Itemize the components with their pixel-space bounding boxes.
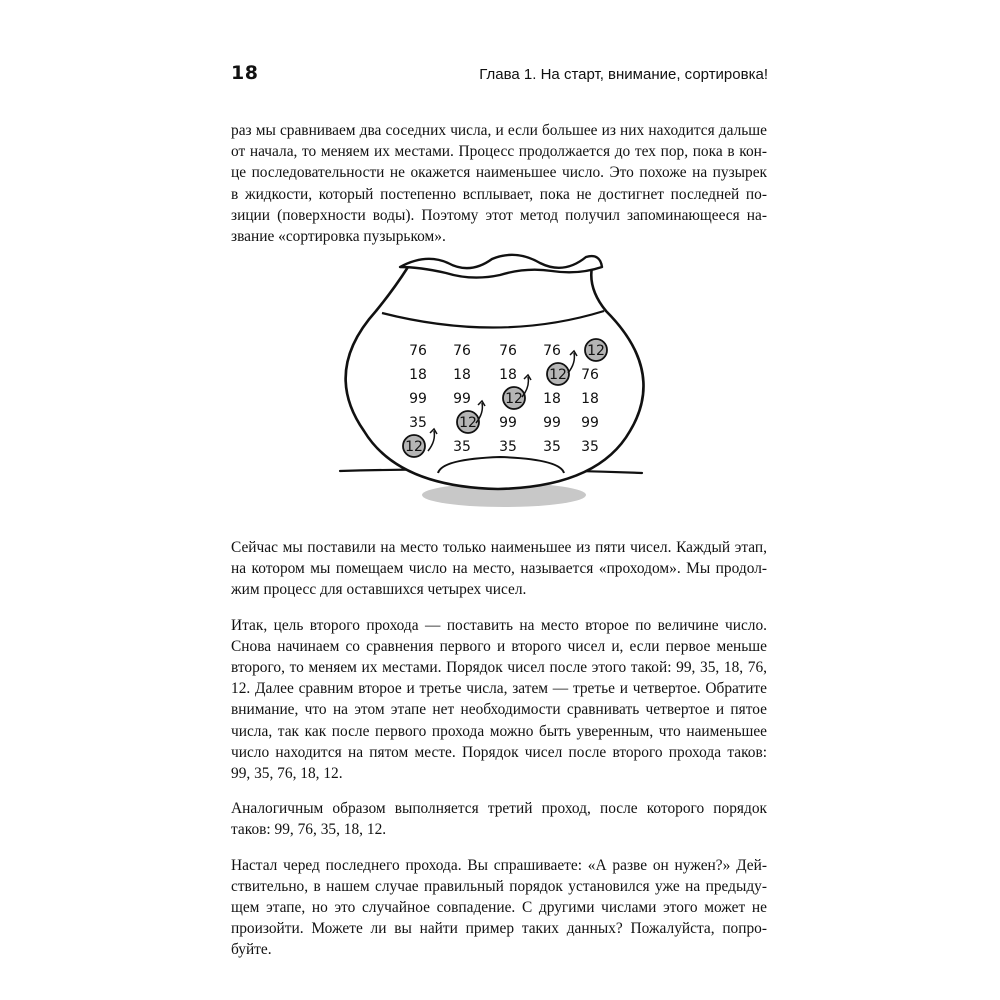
bowl-number: 35: [409, 415, 427, 431]
bowl-number: 99: [581, 415, 599, 431]
text-line: Итак, цель второго прохода — поставить на место второе по величине число.: [231, 616, 767, 634]
text-line: на котором мы помещаем число на место, называется «проходом». Мы продол-: [231, 560, 767, 578]
bowl-number: 99: [499, 415, 517, 431]
text-line: Аналогичным образом выполняется третий проход, после которого порядок: [231, 800, 767, 818]
bowl-number: 18: [499, 367, 517, 383]
text-line: Сейчас мы поставили на место только наименьшее из пяти чисел. Каждый этап,: [231, 539, 767, 556]
bowl-number: 99: [453, 391, 471, 407]
text-line: таков: 99, 76, 35, 18, 12.: [231, 821, 387, 839]
text-line: Настал черед последнего прохода. Вы спрашиваете: «А разве он нужен?» Дей-: [231, 856, 767, 874]
text-line: второго, то меняем их местами. Порядок чисел после этого такой: 99, 35, 18, 76,: [231, 659, 767, 677]
text-line: 12. Далее сравним второе и третье числа, затем — третье и четвертое. Обратите: [231, 680, 767, 698]
text-line: буйте.: [231, 941, 272, 959]
text-line: произойти. Можете ли вы найти пример таких данных? Пожалуйста, попро-: [231, 920, 767, 938]
bowl-number: 99: [409, 391, 427, 407]
paragraph: [231, 615, 767, 785]
bowl-number: 35: [499, 439, 517, 455]
bowl-number: 12: [505, 391, 523, 407]
text-line: щем этапе, но это случайное совпадение. С другими числами этого может не: [231, 899, 767, 917]
bowl-number: 12: [459, 415, 477, 431]
bowl-number: 12: [405, 439, 423, 455]
body-text: [231, 537, 767, 975]
paragraph: [231, 855, 767, 961]
text-line: раз мы сравниваем два соседних числа, и если большее из них находится дальше: [231, 122, 767, 139]
text-line: 99, 35, 76, 18, 12.: [231, 765, 343, 783]
paragraph-intro: [231, 120, 767, 261]
bowl-number: 18: [453, 367, 471, 383]
text-line: зиции (поверхности воды). Поэтому этот метод получил запоминающееся на-: [231, 206, 767, 224]
text-line: це последовательности не окажется наименьшее число. Это похоже на пузырек: [231, 164, 767, 182]
text-line: число находится на пятом месте. Порядок чисел после второго прохода таков:: [231, 743, 767, 761]
fishbowl-illustration: [330, 245, 650, 515]
paragraph: [231, 798, 767, 840]
paragraph: [231, 120, 767, 247]
bowl-number: 76: [409, 343, 427, 359]
bowl-number: 12: [587, 343, 605, 359]
bowl-number: 76: [499, 343, 517, 359]
text-line: внимание, что на этом этапе нет необходимости сравнивать четвертое и пятое: [231, 701, 767, 719]
text-line: Снова начинаем со сравнения первого и второго чисел и, если первое меньше: [231, 637, 767, 655]
bowl-number: 35: [453, 439, 471, 455]
text-line: в жидкости, который постепенно всплывает, пока не достигнет последней по-: [231, 185, 767, 203]
bowl-number: 18: [581, 391, 599, 407]
bowl-number: 76: [543, 343, 561, 359]
bowl-number: 12: [549, 367, 567, 383]
text-line: звание «сортировка пузырьком».: [231, 228, 446, 246]
bowl-number: 35: [543, 439, 561, 455]
text-line: жим процесс для оставшихся четырех чисел.: [231, 581, 527, 599]
bowl-number: 18: [543, 391, 561, 407]
bowl-number: 18: [409, 367, 427, 383]
bowl-number: 76: [453, 343, 471, 359]
page-number: 18: [231, 62, 259, 84]
running-head: Глава 1. На старт, внимание, сортировка!: [479, 66, 768, 83]
paragraph: [231, 537, 767, 601]
bowl-number: 76: [581, 367, 599, 383]
text-line: от начала, то меняем их местами. Процесс продолжается до тех пор, пока в кон-: [231, 143, 767, 161]
text-line: ствительно, в нашем случае правильный порядок установился уже на предыду-: [231, 877, 767, 895]
bowl-number: 35: [581, 439, 599, 455]
bowl-number: 99: [543, 415, 561, 431]
text-line: числа, так как после первого прохода можно быть уверенным, что наименьшее: [231, 722, 767, 740]
